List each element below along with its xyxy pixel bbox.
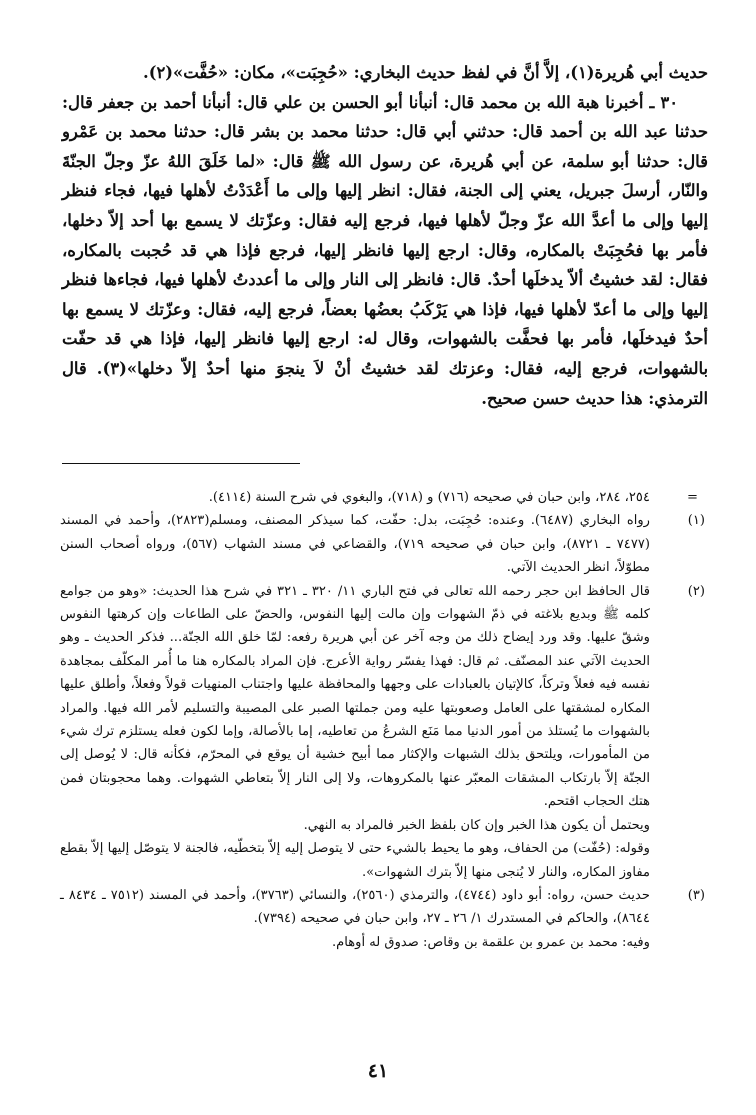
main-paragraph-1: حديث أبي هُريرة(١)، إلاَّ أنَّ في لفظ حديث البخاري: «حُجِبَت»، مكان: «حُفَّت»(٢). [142, 63, 708, 82]
footnote-marker: = [687, 490, 698, 505]
main-paragraph-2: ٣٠ ـ أخبرنا هبة الله بن محمد قال: أنبأنا أبو الحسن بن علي قال: أنبأنا أحمد بن جعفر قال: حدثنا عبد الله بن أحمد قال: حدثني أبي قال: حدثنا محمد بن بشر قال: حدثنا محمد بن عَمْرو قال: حدثنا أبو سلمة، عن أبي هُريرة، عن رسول الله ﷺ قال: «لما خَلَقَ اللهُ عزّ وجلّ الجنّةَ والنّار، أرسلَ جبريل، يعني إلى الجنة، فقال: انظر إليها وإلى ما أَعْدَدْتُ لأهلها فيها، فجاء فنظر إليها وإلى ما أعدَّ الله عزّ وجلّ لأهلها فيها، فرجع إليه فقال: وعزّتك لا يسمع بها أحد إلاّ دخلها، فأمر بها فحُجِبَتْ بالمكاره، وقال: ارجع إليها فانظر إليها، فرجع فإذا هي قد حُجبت بالمكاره، فقال: لقد خشيتُ ألاّ يدخلَها أحدٌ. قال: فانظر إلى النار وإلى ما أعددتُ لأهلها فيها، فجاءها فنظر إليها وإلى ما أعدّ لأهلها فيها، فإذا هي يَرْكَبُ بعضُها بعضاً، فرجع إليه، فقال: وعزّتك لا يسمع بها أحدٌ فيدخلَها، فأمر بها فحفَّت بالشهوات، وقال له: ارجع إليها فانظر إليها، فإذا هي قد حفّت بالشهوات، فرجع إليه، فقال: وعزتك لقد خشيتُ أنْ لاَ ينجوَ منها أحدٌ إلاّ دخلها»(٣). قال الترمذي: هذا حديث حسن صحيح. [62, 92, 709, 408]
footnote-text: رواه البخاري (٦٤٨٧). وعنده: حُجِبَت، بدل: حفّت، كما سيذكر المصنف، ومسلم(٢٨٢٣)، وأحمد في المسند (٧٤٧٧ ـ ٨٧٢١)، وابن حبان في صحيحه ٧١٩)، والقضاعي في مسند الشهاب (٥٦٧)، ورواه أصحاب السنن مطوّلاً، انظر الحديث الآتي. [60, 513, 650, 576]
footnote-text: ويحتمل أن يكون هذا الخبر وإن كان بلفظ الخبر فالمراد به النهي. [303, 817, 650, 833]
footnote-text: ٢٥٤، ٢٨٤، وابن حبان في صحيحه (٧١٦) و (٧١٨)، والبغوي في شرح السنة (٤١١٤). [208, 490, 650, 505]
footnote-text: حديث حسن، رواه: أبو داود (٤٧٤٤)، والترمذي (٢٥٦٠)، والنسائي (٣٧٦٣)، وأحمد في المسند (٧٥١٢ ـ ٨٤٣٤ ـ ٨٦٤٤)، والحاكم في المستدرك ١/ ٢٦ ـ ٢٧، وابن حبان في صحيحه (٧٣٩٤). [60, 887, 650, 927]
footnote-number: (١) [687, 513, 705, 529]
footnote-number: (٣) [687, 887, 705, 903]
footnote-1 [60, 509, 708, 579]
footnote-number: (٢) [687, 583, 705, 599]
footnotes [60, 486, 708, 954]
footnote-divider [62, 463, 300, 464]
footnote-text: وفيه: محمد بن عمرو بن علقمة بن وقاص: صدوق له أوهام. [331, 934, 650, 950]
page-number: ٤١ [367, 1060, 389, 1082]
footnote-2 [60, 580, 708, 884]
footnote-text: قال الحافظ ابن حجر رحمه الله تعالى في فتح الباري ١١/ ٣٢٠ ـ ٣٢١ في شرح هذا الحديث: «وهو من جوامع كلمه ﷺ وبديع بلاغته في ذمّ الشهوات وإن مالت إليها النفوس، والحضّ على الطاعات وإن كرهتها النفوس وشقّ عليها. وقد ورد إيضاح ذلك من وجه آخر عن أبي هريرة رفعه: لمّا خلق الله الجنّة... فذكر الحديث ـ وهو الحديث الآتي عند المصنّف. ثم قال: فهذا يفسّر رواية الأعرج. فإن المراد بالمكاره هنا ما أُمر المكلّف بمجاهدة نفسه فيه فعلاً وتركاً، كالإتيان بالعبادات على وجهها والمحافظة عليها واجتناب المنهيات قولاً وفعلاً، وأطلق عليها المكاره لمشقتها على العامل وصعوبتها عليه ومن جملتها الصبر على المصيبة والتسليم لأمر الله فيها. والمراد بالشهوات ما يُستلذ من أمور الدنيا مما مَنَع الشرعُ من تعاطيه، إما بالأصالة، وإما لكون فعله يستلزم ترك شيء من المأمورات، ويلتحق بذلك الشبهات والإكثار مما أبيح خشية أن يوقع في المحرّم، فكأنه قال: لا يُوصل إلى الجنّة إلاّ بارتكاب المشقات المعبّر عنها بالمكروهات، ولا إلى النار إلاّ بتعاطي الشهوات. وهما محجوبتان فمن هتك الحجاب اقتحم. [60, 583, 650, 810]
footnote-continuation [60, 486, 708, 509]
footnote-text: وقوله: (حُفّت) من الحفاف، وهو ما يحيط بالشيء حتى لا يتوصل إليه إلاّ بتخطّيه، فالجنة لا يتوصّل إليها إلاّ بقطع مفاوز المكاره، والنار لا يُنجى منها إلاّ بترك الشهوات». [60, 841, 650, 880]
main-text [62, 58, 708, 413]
footnote-3 [60, 884, 708, 954]
